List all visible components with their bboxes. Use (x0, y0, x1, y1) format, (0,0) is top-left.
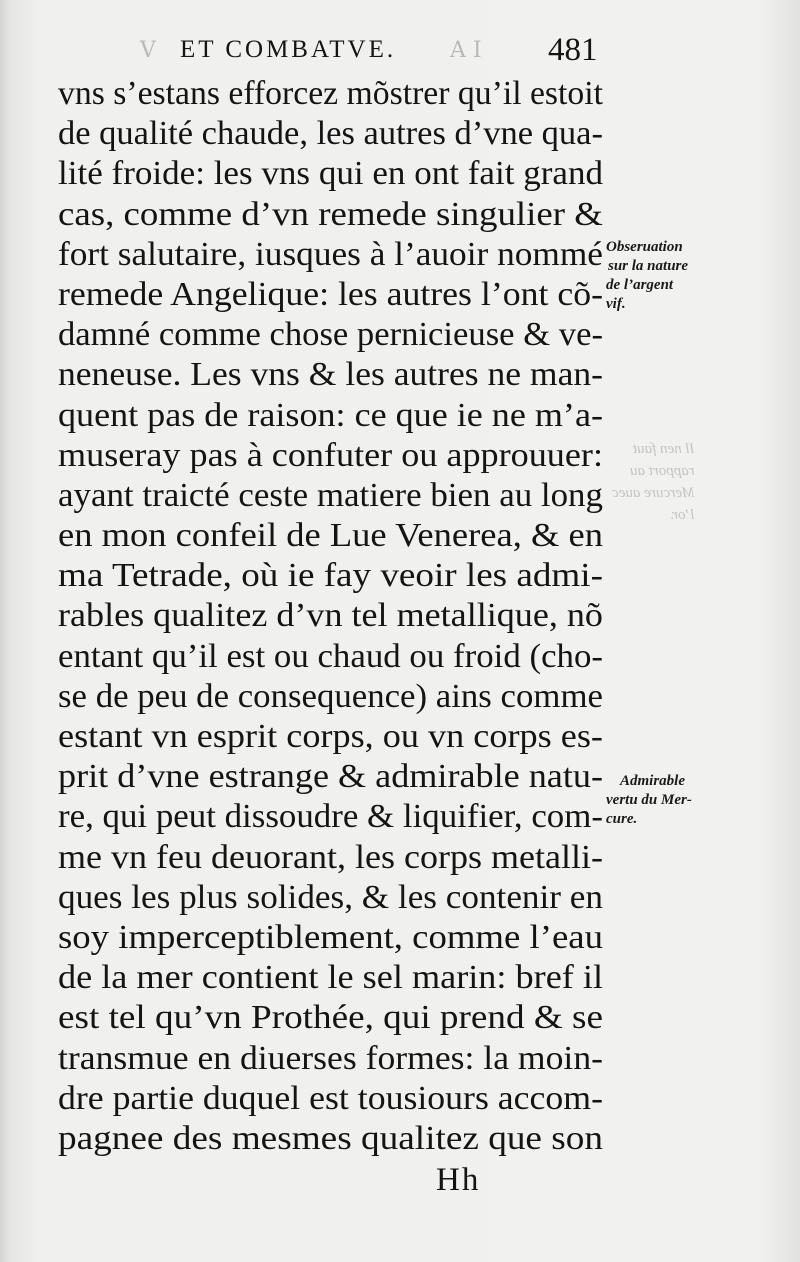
text-line: rables qualitez d’vn tel metallique, nõ (58, 597, 603, 635)
text-line: museray pas à confuter ou approuuer: (58, 436, 604, 474)
text-line: quent pas de raison: ce que ie ne m’a- (58, 396, 603, 434)
text-line: ayant traicté ceste matiere bien au long (58, 476, 603, 514)
running-title: ET COMBATVE. (180, 36, 397, 63)
text-line: ques les plus solides, & les contenir en (58, 878, 603, 916)
bleed-through-margin-note: Il nen faut rapport au Mercure auec l’or. (612, 441, 695, 523)
bleed-through-right: A I (450, 38, 482, 63)
text-line: de qualité chaude, les autres d’vne qua- (58, 115, 603, 153)
signature-mark: Hh (436, 1162, 481, 1198)
text-line: lité froide: les vns qui en ont fait grand (58, 155, 604, 193)
text-line: vns s’estans efforcez mõstrer qu’il estoit (58, 75, 604, 112)
text-line: soy imperceptiblement, comme l’eau (58, 918, 603, 956)
text-line: de la mer contient le sel marin: bref il (58, 959, 604, 997)
text-line: dre partie duquel est tousiours accom- (58, 1079, 603, 1117)
text-line: en mon confeil de Lue Venerea, & en (58, 517, 604, 555)
page-header (140, 32, 600, 72)
bleed-through-left: V (140, 38, 156, 63)
text-line: ma Tetrade, où ie fay veoir les admi- (58, 557, 603, 595)
text-line: prit d’vne estrange & admirable natu- (58, 758, 604, 796)
text-line: me vn feu deuorant, les corps metalli- (58, 838, 604, 876)
text-line: re, qui peut dissoudre & liquifier, com- (58, 798, 603, 836)
text-line: entant qu’il est ou chaud ou froid (cho- (58, 637, 604, 675)
text-line: fort salutaire, iusques à l’auoir nommé (58, 235, 603, 273)
text-line: damné comme chose pernicieuse & ve- (58, 316, 603, 354)
text-line: est tel qu’vn Prothée, qui prend & se (58, 999, 604, 1037)
text-line: neneuse. Les vns & les autres ne man- (58, 356, 603, 394)
text-line: remede Angelique: les autres l’ont cõ- (58, 275, 604, 313)
text-line: se de peu de consequence) ains comme (58, 677, 603, 715)
text-line: cas, comme d’vn remede singulier & (58, 195, 603, 233)
page-number: 481 (548, 32, 598, 68)
margin-note-observation: Obseruation sur la nature de l’argent vif. (606, 239, 689, 312)
text-line: estant vn esprit corps, ou vn corps es- (58, 718, 604, 755)
text-line: transmue en diuerses formes: la moin- (58, 1039, 603, 1077)
text-line: pagnee des mesmes qualitez que son (58, 1119, 604, 1157)
body-text (58, 74, 603, 1159)
margin-note-mercury: Admirable vertu du Mer- cure. (606, 773, 692, 827)
